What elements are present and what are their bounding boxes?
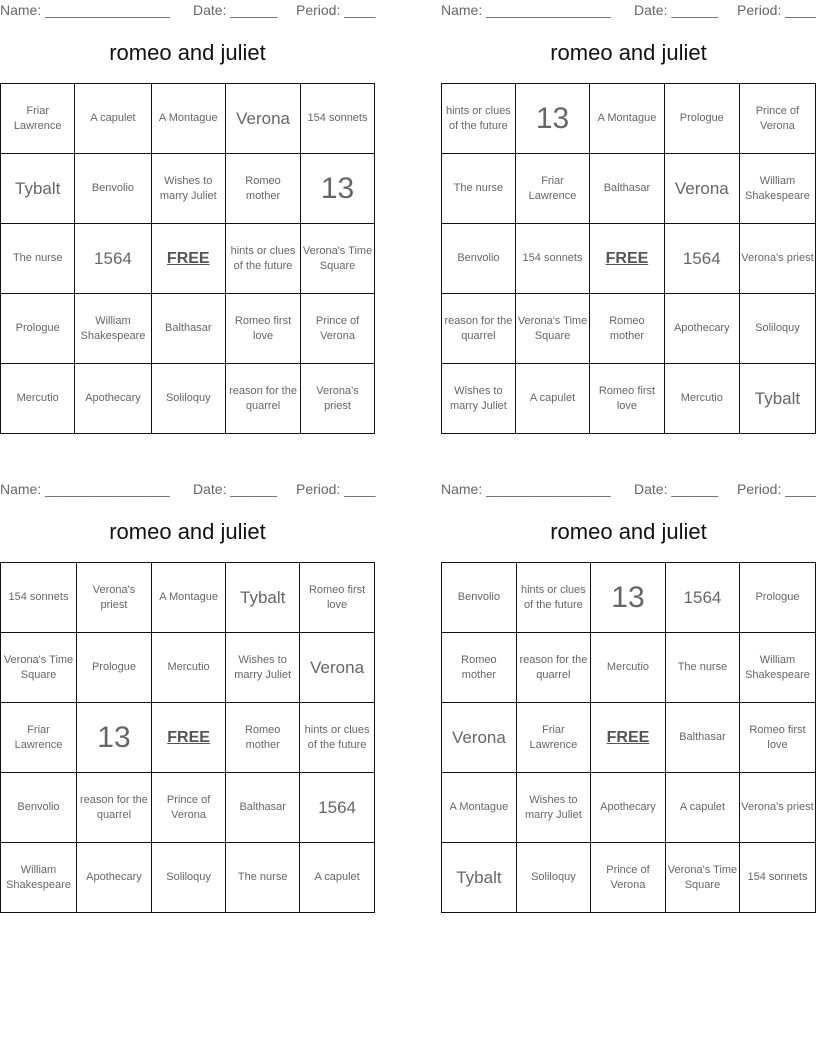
bingo-cell: Verona's Time Square xyxy=(665,843,739,913)
bingo-cell: Verona's priest xyxy=(739,224,815,294)
grid-row xyxy=(442,703,816,773)
period-field-label: Period: ____ xyxy=(737,2,816,18)
bingo-grid xyxy=(0,562,375,913)
bingo-cell: Friar Lawrence xyxy=(515,154,589,224)
bingo-cell: The nurse xyxy=(226,843,300,913)
bingo-cell: Wishes to marry Juliet xyxy=(516,773,590,843)
bingo-cell: 13 xyxy=(76,703,151,773)
bingo-cell: Apothecary xyxy=(664,294,739,364)
student-info-header xyxy=(0,479,380,499)
bingo-cell: Friar Lawrence xyxy=(516,703,590,773)
grid-row xyxy=(1,364,375,434)
period-field-label: Period: ____ xyxy=(296,2,376,18)
card-title: romeo and juliet xyxy=(550,519,707,544)
bingo-grid xyxy=(441,562,816,913)
student-info-header xyxy=(0,0,380,20)
bingo-cell: Verona's Time Square xyxy=(301,224,375,294)
free-space-cell: FREE xyxy=(151,703,225,773)
bingo-cell: Verona's priest xyxy=(301,364,375,434)
bingo-cell: The nurse xyxy=(1,224,75,294)
grid-row xyxy=(1,224,375,294)
bingo-cell: Prince of Verona xyxy=(590,843,665,913)
bingo-cell: hints or clues of the future xyxy=(300,703,375,773)
grid-row xyxy=(442,843,816,913)
bingo-cell: 13 xyxy=(590,563,665,633)
grid-row xyxy=(442,154,816,224)
bingo-cell: Balthasar xyxy=(590,154,665,224)
bingo-cell: Mercutio xyxy=(664,364,739,434)
name-field-label: Name: ________________ xyxy=(0,481,170,497)
bingo-cell: Romeo first love xyxy=(739,703,815,773)
bingo-cell: Soliloquy xyxy=(151,364,226,434)
bingo-cell: Prince of Verona xyxy=(301,294,375,364)
grid-row xyxy=(1,703,375,773)
bingo-cell: 1564 xyxy=(665,563,739,633)
bingo-cell: Verona xyxy=(300,633,375,703)
bingo-cell: 154 sonnets xyxy=(739,843,815,913)
bingo-cell: Verona's Time Square xyxy=(1,633,77,703)
period-field-label: Period: ____ xyxy=(737,481,816,497)
bingo-cell: The nurse xyxy=(442,154,516,224)
grid-row xyxy=(1,154,375,224)
bingo-cell: reason for the quarrel xyxy=(442,294,516,364)
bingo-cell: A capulet xyxy=(665,773,739,843)
bingo-cell: 13 xyxy=(515,84,589,154)
bingo-cell: Benvolio xyxy=(442,224,516,294)
bingo-cell: Wishes to marry Juliet xyxy=(226,633,300,703)
bingo-cell: 154 sonnets xyxy=(301,84,375,154)
bingo-cell: reason for the quarrel xyxy=(76,773,151,843)
bingo-cell: Apothecary xyxy=(590,773,665,843)
name-field-label: Name: ________________ xyxy=(441,481,611,497)
bingo-cell: A capulet xyxy=(75,84,151,154)
bingo-cell: Romeo mother xyxy=(442,633,517,703)
card-title: romeo and juliet xyxy=(109,519,266,544)
bingo-grid xyxy=(0,83,375,434)
grid-row xyxy=(1,773,375,843)
bingo-cell: Romeo mother xyxy=(226,703,300,773)
bingo-cell: Romeo first love xyxy=(590,364,665,434)
bingo-cell: A Montague xyxy=(590,84,665,154)
bingo-cell: Tybalt xyxy=(1,154,75,224)
bingo-cell: Wishes to marry Juliet xyxy=(151,154,226,224)
bingo-cell: Apothecary xyxy=(76,843,151,913)
date-field-label: Date: ______ xyxy=(634,481,719,497)
card-title: romeo and juliet xyxy=(109,40,266,65)
bingo-cell: Balthasar xyxy=(226,773,300,843)
bingo-cell: Mercutio xyxy=(151,633,225,703)
grid-row xyxy=(1,294,375,364)
bingo-cell: 13 xyxy=(301,154,375,224)
date-field-label: Date: ______ xyxy=(193,481,278,497)
grid-row xyxy=(1,84,375,154)
bingo-cell: Prince of Verona xyxy=(151,773,225,843)
card-title: romeo and juliet xyxy=(550,40,707,65)
name-field-label: Name: ________________ xyxy=(0,2,170,18)
grid-row xyxy=(442,224,816,294)
bingo-cell: Tybalt xyxy=(442,843,517,913)
bingo-cell: A capulet xyxy=(515,364,589,434)
bingo-cell: Verona xyxy=(664,154,739,224)
bingo-cell: A capulet xyxy=(300,843,375,913)
bingo-cell: The nurse xyxy=(665,633,739,703)
grid-row xyxy=(1,563,375,633)
bingo-cell: reason for the quarrel xyxy=(516,633,590,703)
bingo-cell: Benvolio xyxy=(75,154,151,224)
bingo-cell: A Montague xyxy=(442,773,517,843)
bingo-cell: Prologue xyxy=(739,563,815,633)
bingo-cell: Romeo mother xyxy=(590,294,665,364)
grid-row xyxy=(442,294,816,364)
bingo-cell: Verona xyxy=(226,84,301,154)
bingo-cell: William Shakespeare xyxy=(1,843,77,913)
bingo-cell: Tybalt xyxy=(739,364,815,434)
bingo-cell: 154 sonnets xyxy=(1,563,77,633)
bingo-cell: Soliloquy xyxy=(151,843,225,913)
bingo-cell: Verona's priest xyxy=(739,773,815,843)
bingo-cell: Verona's priest xyxy=(76,563,151,633)
grid-row xyxy=(442,633,816,703)
name-field-label: Name: ________________ xyxy=(441,2,611,18)
bingo-cell: Romeo mother xyxy=(226,154,301,224)
bingo-cell: William Shakespeare xyxy=(75,294,151,364)
bingo-grid xyxy=(441,83,816,434)
bingo-cell: 1564 xyxy=(75,224,151,294)
free-space-cell: FREE xyxy=(590,703,665,773)
bingo-cell: Benvolio xyxy=(442,563,517,633)
bingo-cell: hints or clues of the future xyxy=(442,84,516,154)
bingo-cell: Soliloquy xyxy=(739,294,815,364)
bingo-cell: Friar Lawrence xyxy=(1,84,75,154)
bingo-cell: hints or clues of the future xyxy=(516,563,590,633)
bingo-cell: Prologue xyxy=(664,84,739,154)
bingo-cell: 154 sonnets xyxy=(515,224,589,294)
grid-row xyxy=(442,563,816,633)
bingo-cell: A Montague xyxy=(151,563,225,633)
grid-row xyxy=(442,84,816,154)
bingo-cell: Wishes to marry Juliet xyxy=(442,364,516,434)
bingo-cell: Mercutio xyxy=(590,633,665,703)
bingo-cell: Verona xyxy=(442,703,517,773)
bingo-cell: Prologue xyxy=(76,633,151,703)
bingo-cell: 1564 xyxy=(300,773,375,843)
date-field-label: Date: ______ xyxy=(193,2,278,18)
free-space-cell: FREE xyxy=(151,224,226,294)
bingo-cell: Soliloquy xyxy=(516,843,590,913)
bingo-cell: Romeo first love xyxy=(226,294,301,364)
bingo-cell: Balthasar xyxy=(151,294,226,364)
bingo-cell: Friar Lawrence xyxy=(1,703,77,773)
period-field-label: Period: ____ xyxy=(296,481,376,497)
bingo-cell: Balthasar xyxy=(665,703,739,773)
free-space-cell: FREE xyxy=(590,224,665,294)
grid-row xyxy=(442,364,816,434)
bingo-cell: Benvolio xyxy=(1,773,77,843)
grid-row xyxy=(442,773,816,843)
bingo-cell: William Shakespeare xyxy=(739,154,815,224)
bingo-cell: William Shakespeare xyxy=(739,633,815,703)
bingo-cell: Apothecary xyxy=(75,364,151,434)
bingo-cell: Romeo first love xyxy=(300,563,375,633)
student-info-header xyxy=(441,0,816,20)
bingo-cell: Tybalt xyxy=(226,563,300,633)
bingo-cell: Prologue xyxy=(1,294,75,364)
bingo-cell: Mercutio xyxy=(1,364,75,434)
bingo-cell: reason for the quarrel xyxy=(226,364,301,434)
grid-row xyxy=(1,633,375,703)
bingo-cell: Prince of Verona xyxy=(739,84,815,154)
student-info-header xyxy=(441,479,816,499)
date-field-label: Date: ______ xyxy=(634,2,719,18)
bingo-cell: Verona's Time Square xyxy=(515,294,589,364)
bingo-cell: hints or clues of the future xyxy=(226,224,301,294)
bingo-cell: A Montague xyxy=(151,84,226,154)
grid-row xyxy=(1,843,375,913)
bingo-cell: 1564 xyxy=(664,224,739,294)
